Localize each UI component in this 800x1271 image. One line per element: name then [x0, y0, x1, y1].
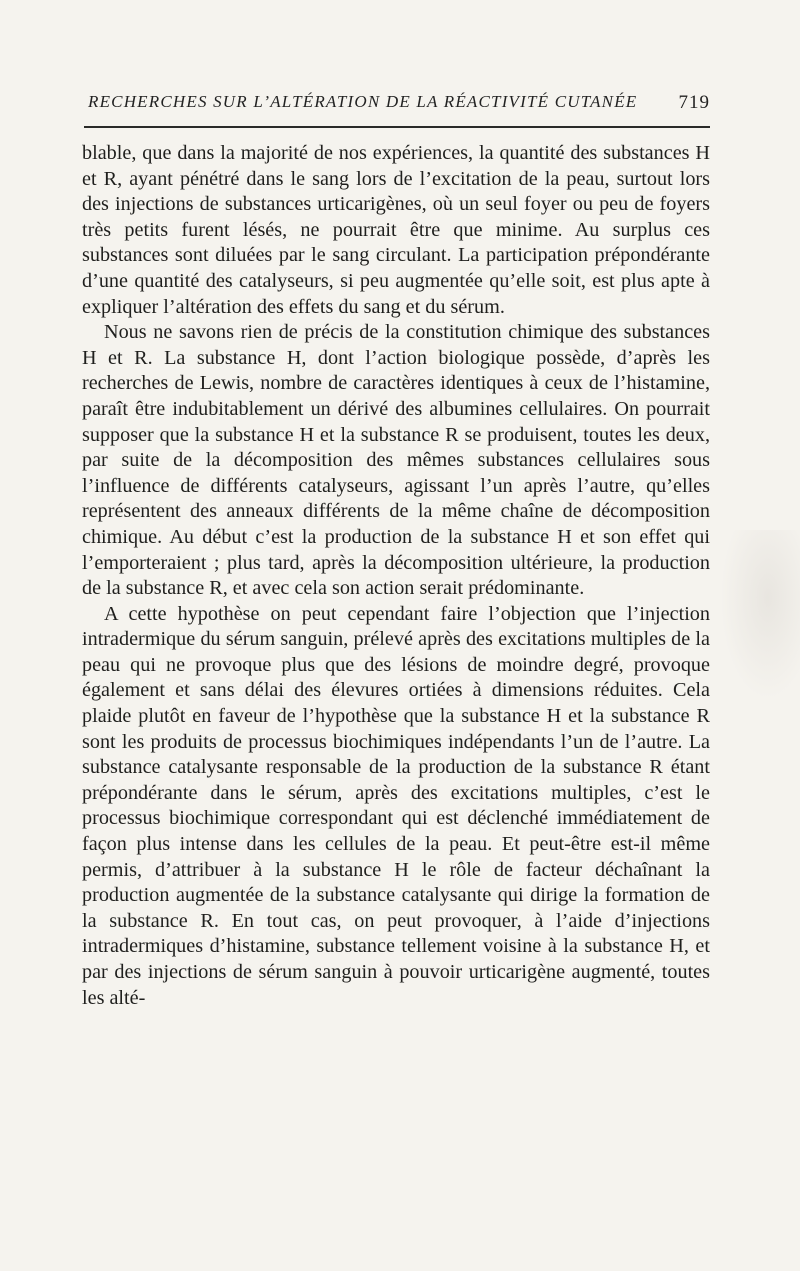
- running-title: RECHERCHES SUR L’ALTÉRATION DE LA RÉACTIVITÉ CUTANÉE: [88, 92, 638, 111]
- paragraph-2: Nous ne savons rien de précis de la constitution chimique des substances H et R. La substance H, dont l’action biologique possède, d’après les recherches de Lewis, nombre de caractères identiques à ceux de l’histamine, paraît être indubitablement un dérivé des albumines cellulaires. On pourrait supposer que la substance H et la substance R se produisent, toutes les deux, par suite de la décomposition des mêmes substances cellulaires sous l’influence de différents catalyseurs, agissant l’un après l’autre, qu’elles représentent des anneaux différents de la même chaîne de décomposition chimique. Au début c’est la production de la substance H et son effet qui l’emporteraient ; plus tard, après la décomposition ultérieure, la production de la substance R, et avec cela son action serait prédominante.: [82, 321, 710, 600]
- paragraph-1: blable, que dans la majorité de nos expériences, la quantité des substances H et R, ayant pénétré dans le sang lors de l’excitation de la peau, surtout lors des injections de substances urticarigènes, où un seul foyer ou peu de foyers très petits furent lésés, ne pourrait être que minime. Au surplus ces substances sont diluées par le sang circulant. La participation prépondérante d’une quantité des catalyseurs, si peu augmentée qu’elle soit, est plus apte à expliquer l’altération des effets du sang et du sérum.: [82, 142, 710, 318]
- paragraph-3: A cette hypothèse on peut cependant faire l’objection que l’injection intradermique du sérum sanguin, prélevé après des excitations multiples de la peau qui ne provoque plus que des lésions de moindre degré, provoque également et sans délai des élevures ortiées à dimensions réduites. Cela plaide plutôt en faveur de l’hypothèse que la substance H et la substance R sont les produits de processus biochimiques indépendants l’un de l’autre. La substance catalysante responsable de la production de la substance R étant prépondérante dans le sérum, après des excitations multiples, c’est le processus biochimique correspondant qui est déclenché immédiatement de façon plus intense dans les cellules de la peau. Et peut-être est-il même permis, d’attribuer à la substance H le rôle de facteur déchaînant la production augmentée de la substance catalysante qui dirige la formation de la substance R. En tout cas, on peut provoquer, à l’aide d’injections intradermiques d’histamine, substance tellement voisine à la substance H, et par des injections de sérum sanguin à pouvoir urticarigène augmenté, toutes les alté-: [82, 602, 710, 1009]
- header-rule: [84, 126, 710, 128]
- paper-stain: [720, 530, 800, 700]
- running-head: [88, 92, 710, 122]
- body-text: [82, 141, 710, 1011]
- page-number: 719: [678, 92, 710, 113]
